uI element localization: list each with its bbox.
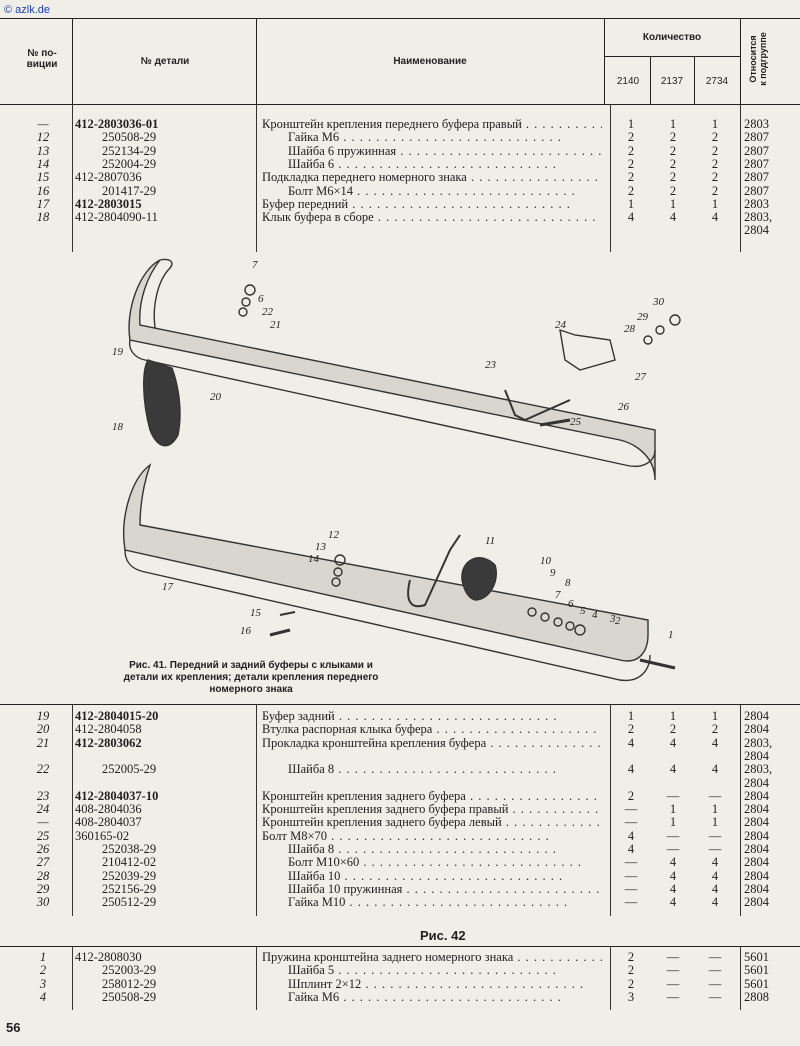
subgroup-cell: 2807 [744, 130, 769, 145]
qty-2137-cell: 2 [669, 722, 677, 737]
callout-label: 17 [162, 581, 173, 593]
callout-label: 15 [250, 607, 261, 619]
bumper-tusk [144, 360, 180, 446]
column-rule [740, 104, 741, 252]
position-cell: 28 [36, 868, 50, 883]
part-number-cell: 250512-29 [102, 895, 157, 910]
qty-2734-cell: — [708, 828, 722, 843]
bumper-illustration [100, 250, 700, 700]
subgroup-cell: 2804 [744, 748, 769, 763]
subgroup-cell: 2804 [744, 868, 769, 883]
position-cell: 22 [36, 762, 50, 777]
figure-caption: Рис. 41. Передний и задний буферы с клыками и детали их крепления; детали крепления переднего номерного знака [123, 660, 379, 695]
part-number-cell: 412-2808030 [75, 950, 142, 964]
part-name: Кронштейн крепления переднего буфера правый . . . [262, 118, 602, 131]
name-cell [262, 951, 602, 964]
header-part-number: № детали [140, 56, 190, 67]
qty-2734-cell: 1 [711, 196, 719, 211]
name-cell [262, 830, 602, 843]
position-cell: 21 [36, 735, 50, 750]
subgroup-cell: 2804 [744, 855, 769, 870]
part-name: Шайба 8 . . . [288, 763, 557, 776]
header-divider [72, 18, 73, 104]
qty-2140-cell: — [624, 881, 638, 896]
part-name: Шайба 5 . . . [288, 964, 557, 977]
table-top-rule [0, 704, 800, 705]
header-subgroup [748, 18, 768, 100]
position-cell: 15 [36, 170, 50, 185]
callout-label: 3 [610, 613, 616, 625]
qty-2734-cell: 2 [711, 143, 719, 158]
position-cell: 13 [36, 143, 50, 158]
subgroup-cell: 2804 [744, 223, 769, 238]
part-name: Кронштейн крепления заднего буфера правый . . . [262, 803, 602, 816]
qty-2140-cell: 4 [627, 735, 635, 750]
subgroup-cell: 2804 [744, 815, 769, 830]
qty-2734-cell: 1 [711, 815, 719, 830]
column-rule [72, 104, 73, 252]
subgroup-cell: 2804 [744, 828, 769, 843]
qty-2734-cell: — [708, 950, 722, 964]
qty-2734-cell: 2 [711, 722, 719, 737]
part-name: Втулка распорная клыка буфера . . . [262, 723, 602, 736]
qty-2140-cell: — [624, 855, 638, 870]
name-cell [262, 843, 602, 856]
callout-label: 2 [615, 615, 621, 627]
page-number: 56 [6, 1020, 21, 1035]
part-number-cell: 252038-29 [102, 842, 157, 856]
part-number-cell: 408-2804036 [75, 802, 142, 817]
part-name: Буфер передний . . . [262, 198, 571, 211]
qty-2734-cell: 2 [711, 183, 719, 198]
part-number-cell: 412-2803036-01 [75, 117, 159, 131]
qty-2734-cell: — [708, 842, 722, 856]
rear-bracket-right [560, 330, 615, 370]
subgroup-cell: 2807 [744, 156, 769, 171]
header-name: Наименование [393, 56, 467, 67]
name-cell [262, 145, 602, 158]
header-divider [740, 18, 741, 104]
callout-label: 12 [328, 529, 339, 541]
part-name: Шплинт 2×12 . . . [288, 978, 584, 991]
callout-label: 28 [624, 323, 635, 335]
column-rule [72, 946, 73, 1010]
subgroup-cell: 2803, [744, 210, 773, 225]
qty-2137-cell: — [666, 842, 680, 856]
name-cell [262, 978, 602, 991]
name-cell [262, 816, 602, 829]
header-position-line1: № по- [27, 48, 57, 59]
name-cell [262, 118, 602, 131]
callout-label: 16 [240, 625, 251, 637]
part-name: Кронштейн крепления заднего буфера . . . [262, 790, 602, 803]
subgroup-cell: 2807 [744, 143, 769, 158]
qty-2137-cell: 4 [669, 735, 677, 750]
qty-2140-cell: 1 [627, 117, 635, 131]
watermark: © azlk.de [4, 4, 51, 16]
part-number-cell: 412-2807036 [75, 170, 142, 185]
qty-2140-cell: 4 [627, 210, 635, 225]
part-name: Гайка М10 . . . [288, 896, 568, 909]
part-name: Шайба 10 пружинная . . . [288, 883, 602, 896]
position-cell: 29 [36, 881, 50, 896]
header-subgroup-line2: к подгруппе [758, 32, 768, 86]
header-model-2140: 2140 [616, 76, 640, 87]
qty-2140-cell: 4 [627, 842, 635, 856]
qty-2734-cell: — [708, 788, 722, 803]
callout-label: 26 [618, 401, 629, 413]
qty-2137-cell: 4 [669, 210, 677, 225]
part-number-cell: 408-2804037 [75, 815, 142, 830]
column-rule [740, 704, 741, 916]
callout-label: 11 [485, 535, 496, 547]
qty-2734-cell: — [708, 989, 722, 1004]
position-cell: 14 [36, 156, 50, 171]
callout-label: 6 [258, 293, 264, 305]
name-cell [262, 896, 602, 909]
part-name: Кронштейн крепления заднего буфера левый . . . [262, 816, 602, 829]
subgroup-cell: 5601 [744, 963, 769, 978]
header-top-rule [0, 18, 800, 19]
header-bottom-rule [0, 104, 800, 105]
qty-2137-cell: 2 [669, 183, 677, 198]
qty-2137-cell: — [666, 788, 680, 803]
qty-2734-cell: 4 [711, 210, 719, 225]
position-cell: 3 [39, 976, 47, 991]
position-cell: 1 [39, 950, 47, 964]
qty-2140-cell: 3 [627, 989, 635, 1004]
rear-bumper [129, 260, 655, 480]
part-name: Подкладка переднего номерного знака . . . [262, 171, 602, 184]
position-cell: 17 [36, 196, 50, 211]
callout-label: 13 [315, 541, 326, 553]
part-number-cell: 252156-29 [102, 881, 157, 896]
header-divider [256, 18, 257, 104]
position-cell: — [37, 815, 49, 830]
subgroup-cell: 2803, [744, 762, 773, 777]
qty-2734-cell: 4 [711, 762, 719, 777]
column-rule [256, 104, 257, 252]
callout-label: 9 [550, 567, 556, 579]
callout-label: 21 [270, 319, 281, 331]
part-name: Прокладка кронштейна крепления буфера . . . [262, 737, 602, 750]
part-name: Гайка М6 . . . [288, 131, 562, 144]
qty-2137-cell: 2 [669, 143, 677, 158]
position-cell: 2 [39, 963, 47, 978]
callout-label: 7 [555, 589, 561, 601]
subgroup-cell: 2804 [744, 775, 769, 790]
callout-label: 10 [540, 555, 551, 567]
name-cell [262, 131, 602, 144]
subgroup-cell: 2804 [744, 842, 769, 856]
callout-label: 27 [635, 371, 646, 383]
subgroup-cell: 2804 [744, 895, 769, 910]
subgroup-cell: 2804 [744, 881, 769, 896]
part-number-cell: 412-2803062 [75, 735, 142, 750]
position-cell: 4 [39, 989, 47, 1004]
position-cell: 20 [36, 722, 50, 737]
qty-2137-cell: 1 [669, 815, 677, 830]
name-cell [262, 723, 602, 736]
column-rule [740, 946, 741, 1010]
name-cell [262, 185, 602, 198]
qty-2137-cell: 1 [669, 196, 677, 211]
qty-2140-cell: 2 [627, 183, 635, 198]
callout-label: 18 [112, 421, 123, 433]
name-cell [262, 171, 602, 184]
qty-2734-cell: 4 [711, 868, 719, 883]
part-number-cell: 250508-29 [102, 989, 157, 1004]
name-cell [262, 790, 602, 803]
name-cell [262, 158, 602, 171]
qty-2140-cell: — [624, 895, 638, 910]
part-number-cell: 412-2804058 [75, 722, 142, 737]
part-number-cell: 201417-29 [102, 183, 157, 198]
header-model-2137: 2137 [660, 76, 684, 87]
qty-2137-cell: 2 [669, 156, 677, 171]
qty-2734-cell: 2 [711, 170, 719, 185]
qty-2140-cell: — [624, 802, 638, 817]
part-name: Пружина кронштейна заднего номерного знака . . . [262, 951, 602, 964]
header-divider [604, 56, 740, 57]
part-number-cell: 252003-29 [102, 963, 157, 978]
callout-label: 25 [570, 416, 581, 428]
subgroup-cell: 5601 [744, 950, 769, 964]
subgroup-cell: 2804 [744, 802, 769, 817]
callout-label: 29 [637, 311, 648, 323]
qty-2140-cell: 1 [627, 709, 635, 723]
subgroup-cell: 5601 [744, 976, 769, 991]
name-cell [262, 198, 602, 211]
qty-2137-cell: — [666, 976, 680, 991]
qty-2140-cell: 2 [627, 722, 635, 737]
qty-2734-cell: 4 [711, 895, 719, 910]
part-name: Шайба 6 . . . [288, 158, 557, 171]
callout-label: 19 [112, 346, 123, 358]
qty-2137-cell: 1 [669, 802, 677, 817]
qty-2140-cell: 2 [627, 976, 635, 991]
part-name: Гайка М6 . . . [288, 991, 562, 1004]
part-number-cell: 412-2804090-11 [75, 210, 158, 225]
qty-2137-cell: 4 [669, 762, 677, 777]
qty-2137-cell: 2 [669, 130, 677, 145]
qty-2734-cell: 4 [711, 881, 719, 896]
header-position [14, 48, 70, 70]
column-rule [256, 704, 257, 916]
qty-2140-cell: 4 [627, 762, 635, 777]
position-cell: 26 [36, 842, 50, 856]
position-cell: 23 [36, 788, 50, 803]
part-number-cell: 360165-02 [75, 828, 130, 843]
part-name: Шайба 10 . . . [288, 870, 563, 883]
position-cell: 16 [36, 183, 50, 198]
qty-2734-cell: 4 [711, 855, 719, 870]
part-name: Клык буфера в сборе . . . [262, 211, 596, 224]
callout-label: 22 [262, 306, 273, 318]
column-rule [72, 704, 73, 916]
callout-label: 4 [592, 609, 598, 621]
qty-2137-cell: — [666, 828, 680, 843]
subgroup-cell: 2804 [744, 788, 769, 803]
qty-2140-cell: — [624, 815, 638, 830]
subgroup-cell: 2803, [744, 735, 773, 750]
bolt-1 [640, 660, 675, 668]
name-cell [262, 710, 602, 723]
section-title: Рис. 42 [420, 928, 466, 943]
position-cell: 19 [36, 709, 50, 723]
qty-2140-cell: 2 [627, 130, 635, 145]
header-model-2734: 2734 [705, 76, 729, 87]
qty-2137-cell: 2 [669, 170, 677, 185]
header-position-line2: виции [26, 59, 58, 70]
part-number-cell: 258012-29 [102, 976, 157, 991]
callout-label: 6 [568, 598, 574, 610]
qty-2734-cell: 1 [711, 802, 719, 817]
qty-2140-cell: 1 [627, 196, 635, 211]
qty-2734-cell: — [708, 963, 722, 978]
front-bumper [124, 465, 648, 661]
callout-label: 30 [653, 296, 664, 308]
qty-2137-cell: 4 [669, 855, 677, 870]
part-name: Болт М10×60 . . . [288, 856, 582, 869]
part-number-cell: 252039-29 [102, 868, 157, 883]
part-number-cell: 412-2804015-20 [75, 709, 159, 723]
qty-2140-cell: 2 [627, 950, 635, 964]
qty-2137-cell: 4 [669, 868, 677, 883]
subgroup-cell: 2807 [744, 170, 769, 185]
qty-2734-cell: — [708, 976, 722, 991]
qty-2137-cell: 1 [669, 709, 677, 723]
header-quantity: Количество [642, 32, 702, 43]
position-cell: 12 [36, 130, 50, 145]
part-number-cell: 250508-29 [102, 130, 157, 145]
callout-label: 23 [485, 359, 496, 371]
qty-2137-cell: — [666, 950, 680, 964]
subgroup-cell: 2808 [744, 989, 769, 1004]
position-cell: — [37, 117, 49, 131]
name-cell [262, 991, 602, 1004]
qty-2140-cell: 2 [627, 170, 635, 185]
callout-label: 14 [308, 553, 319, 565]
qty-2137-cell: 1 [669, 117, 677, 131]
qty-2137-cell: — [666, 989, 680, 1004]
position-cell: 24 [36, 802, 50, 817]
part-name: Буфер задний . . . [262, 710, 558, 723]
position-cell: 18 [36, 210, 50, 225]
name-cell [262, 763, 602, 776]
header-subgroup-line1: Относится [748, 35, 758, 83]
position-cell: 25 [36, 828, 50, 843]
name-cell [262, 211, 602, 224]
part-number-cell: 252005-29 [102, 762, 157, 777]
name-cell [262, 964, 602, 977]
qty-2137-cell: 4 [669, 895, 677, 910]
part-name: Шайба 8 . . . [288, 843, 557, 856]
qty-2137-cell: 4 [669, 881, 677, 896]
callout-label: 24 [555, 319, 566, 331]
part-number-cell: 210412-02 [102, 855, 157, 870]
callout-label: 5 [580, 605, 586, 617]
qty-2734-cell: 2 [711, 130, 719, 145]
table-top-rule [0, 946, 800, 947]
part-number-cell: 252134-29 [102, 143, 157, 158]
position-cell: 27 [36, 855, 50, 870]
qty-2140-cell: 4 [627, 828, 635, 843]
subgroup-cell: 2803 [744, 196, 769, 211]
part-number-cell: 412-2803015 [75, 196, 142, 211]
qty-2734-cell: 2 [711, 156, 719, 171]
callout-label: 1 [668, 629, 674, 641]
name-cell [262, 856, 602, 869]
qty-2140-cell: 2 [627, 143, 635, 158]
name-cell [262, 737, 602, 750]
column-rule [256, 946, 257, 1010]
qty-2734-cell: 1 [711, 117, 719, 131]
qty-2734-cell: 4 [711, 735, 719, 750]
part-name: Болт М6×14 . . . [288, 185, 576, 198]
callout-label: 8 [565, 577, 571, 589]
part-number-cell: 252004-29 [102, 156, 157, 171]
qty-2734-cell: 1 [711, 709, 719, 723]
callout-label: 7 [252, 259, 258, 271]
column-rule [610, 104, 611, 252]
name-cell [262, 883, 602, 896]
subgroup-cell: 2803 [744, 117, 769, 131]
qty-2140-cell: — [624, 868, 638, 883]
subgroup-cell: 2807 [744, 183, 769, 198]
callout-label: 20 [210, 391, 221, 403]
qty-2140-cell: 2 [627, 156, 635, 171]
column-rule [610, 704, 611, 916]
subgroup-cell: 2804 [744, 722, 769, 737]
column-rule [610, 946, 611, 1010]
header-divider [604, 18, 605, 104]
name-cell [262, 870, 602, 883]
subgroup-cell: 2804 [744, 709, 769, 723]
qty-2137-cell: — [666, 963, 680, 978]
name-cell [262, 803, 602, 816]
qty-2140-cell: 2 [627, 788, 635, 803]
part-name: Шайба 6 пружинная . . . [288, 145, 602, 158]
position-cell: 30 [36, 895, 50, 910]
qty-2140-cell: 2 [627, 963, 635, 978]
part-number-cell: 412-2804037-10 [75, 788, 159, 803]
part-name: Болт М8×70 . . . [262, 830, 550, 843]
